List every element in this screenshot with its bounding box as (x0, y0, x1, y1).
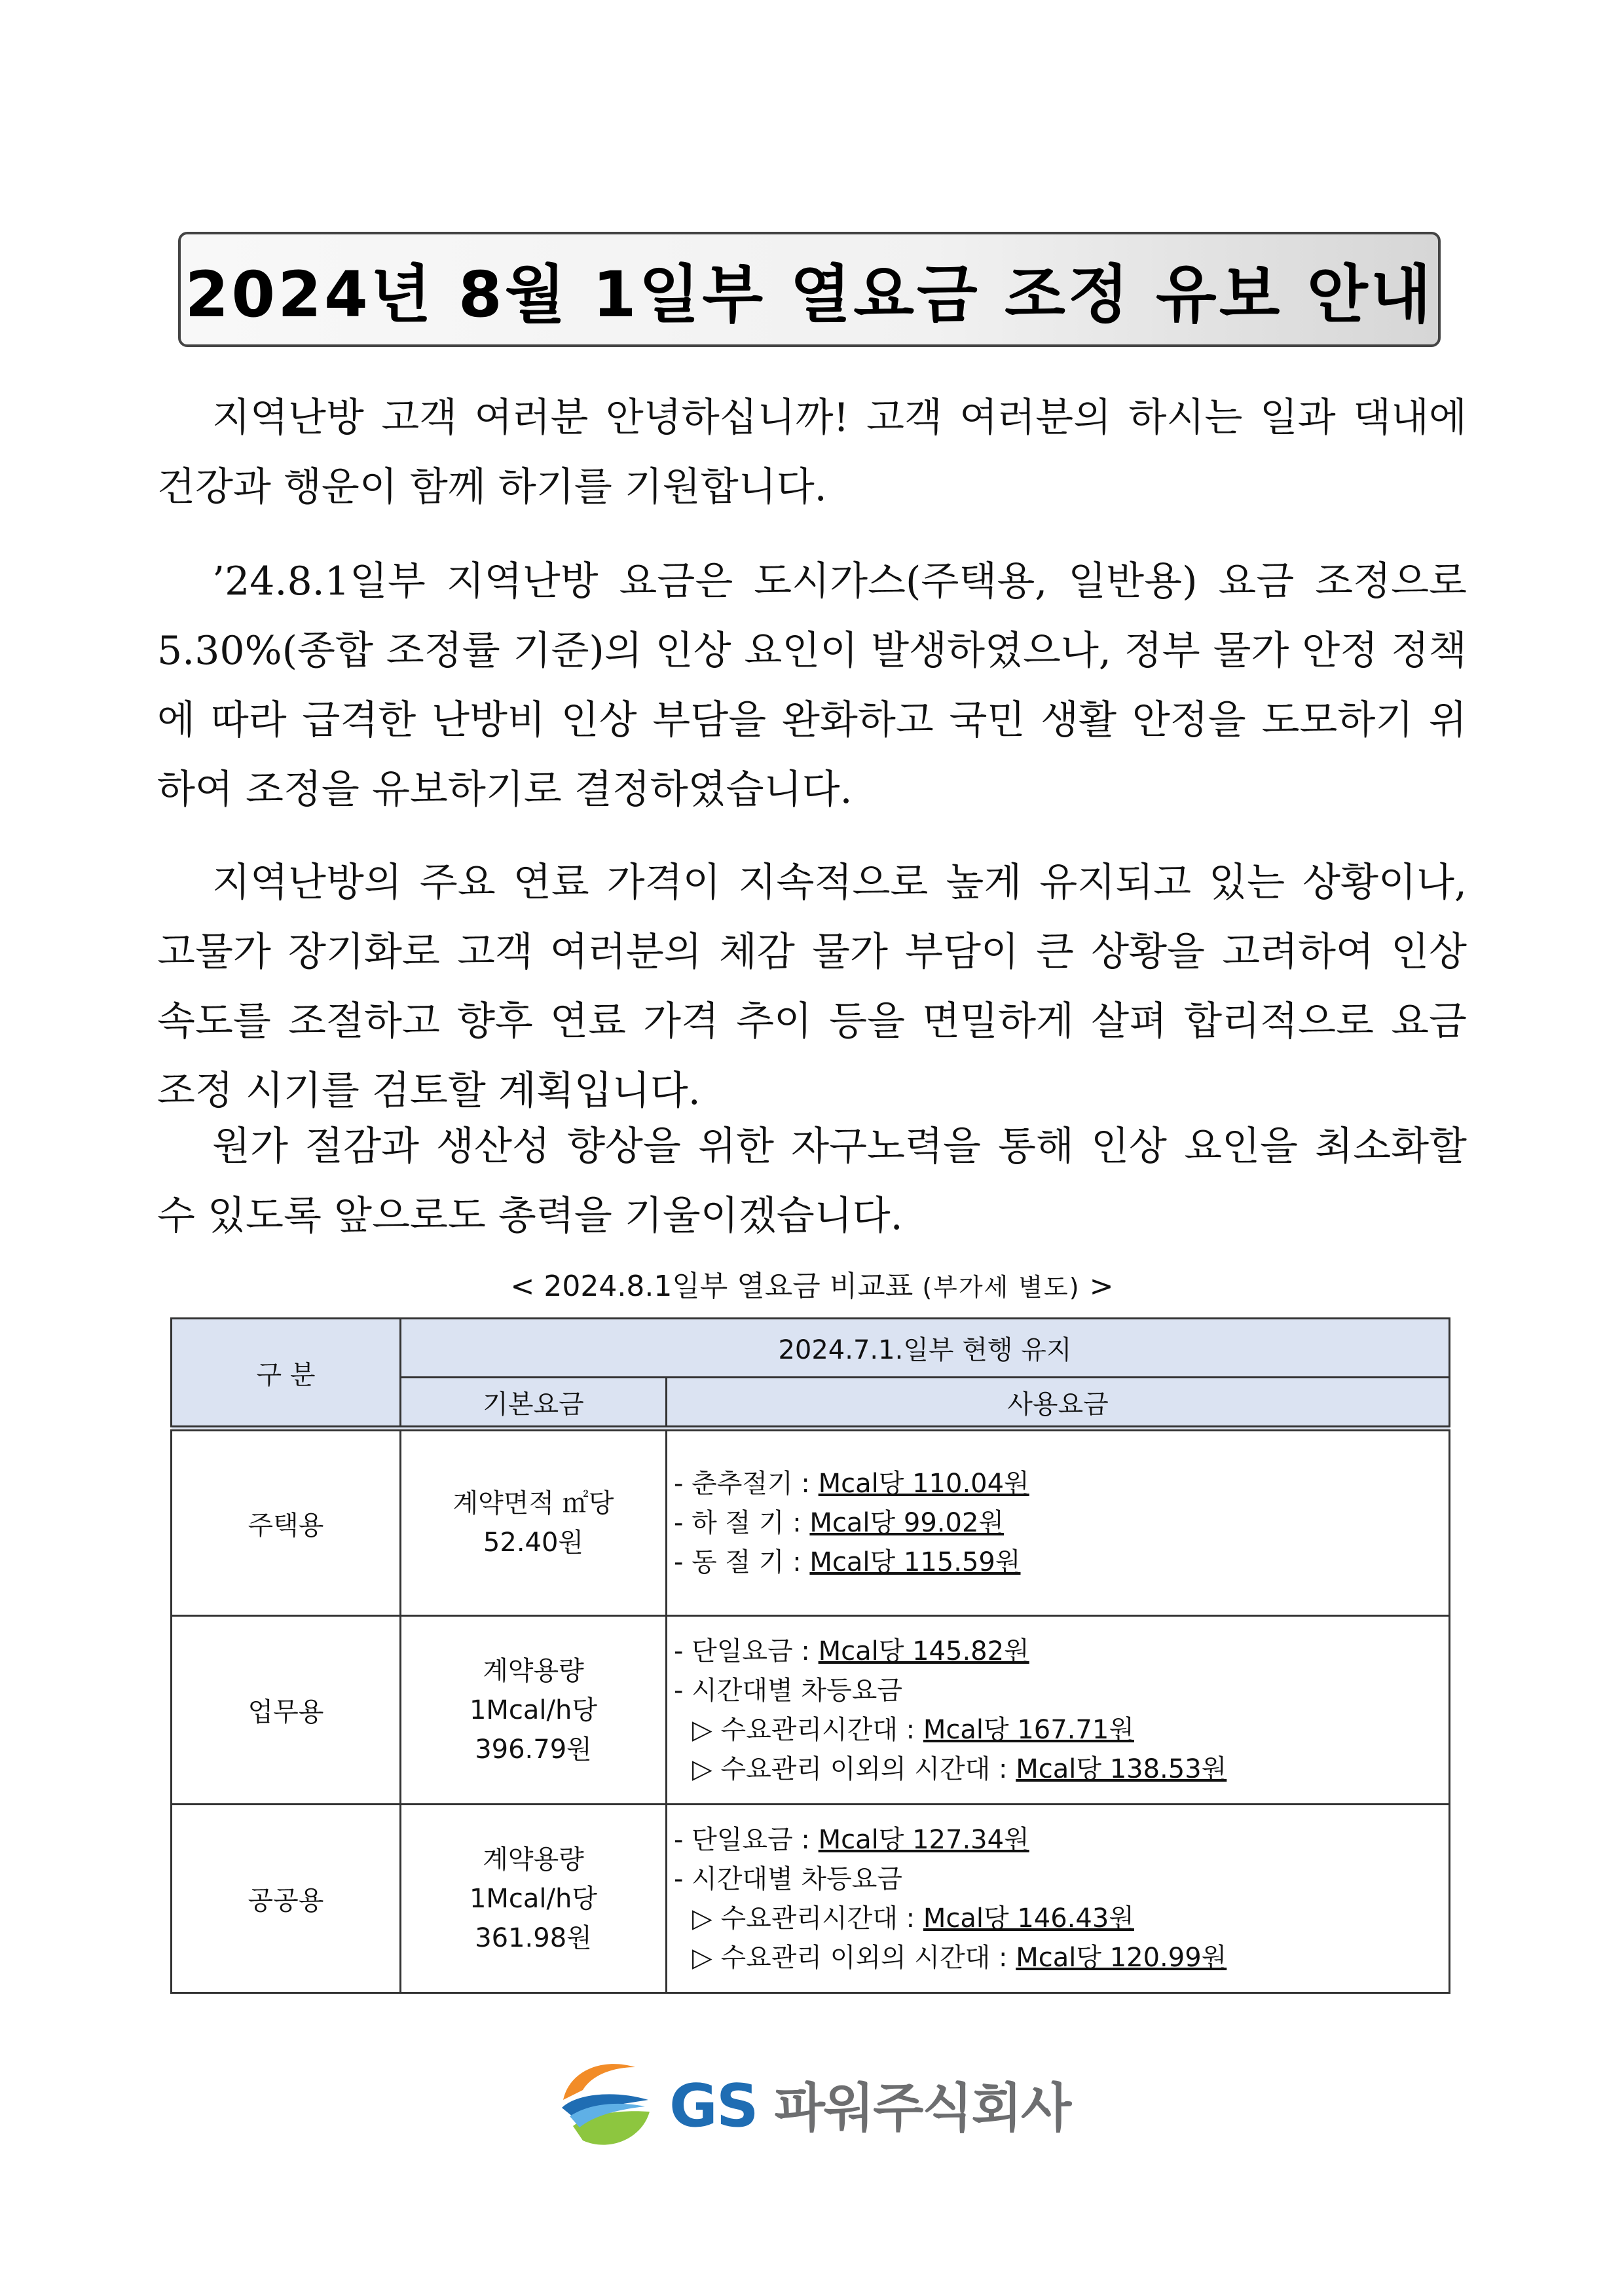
usage-line (674, 1820, 1449, 1860)
usage-line (674, 1750, 1449, 1789)
brand-company: 파워주식회사 (774, 2077, 1071, 2139)
usage-line (674, 1899, 1449, 1938)
row-category: 주택용 (172, 1429, 401, 1616)
page-title: 2024년 8월 1일부 열요금 조정 유보 안내 (185, 257, 1434, 331)
table-row (172, 1429, 1450, 1616)
usage-label: ▷ 수요관리 이외의 시간대 : (692, 1753, 1016, 1784)
table-row (172, 1805, 1450, 1993)
usage-value: Mcal당 145.82원 (818, 1636, 1029, 1666)
base-line: 계약용량 (483, 1655, 584, 1686)
brand-gs: GS (669, 2071, 758, 2140)
greeting-paragraph: 지역난방 고객 여러분 안녕하십니까! 고객 여러분의 하시는 일과 댁내에 건강과 행운이 함께 하기를 기원합니다. (157, 395, 1467, 510)
base-line: 361.98원 (475, 1922, 592, 1953)
company-name (669, 2066, 1070, 2141)
usage-line (674, 1503, 1449, 1543)
usage-line (674, 1710, 1449, 1750)
row-category: 업무용 (172, 1616, 401, 1805)
table-row (172, 1616, 1450, 1805)
usage-value: Mcal당 167.71원 (923, 1714, 1134, 1745)
usage-label: - 단일요금 : (674, 1636, 819, 1666)
row-usage-fee (667, 1805, 1450, 1993)
row-base-fee (401, 1805, 667, 1993)
usage-label: - 춘추절기 : (674, 1469, 819, 1499)
base-line: 계약용량 (483, 1844, 584, 1875)
usage-label: - 단일요금 : (674, 1824, 819, 1855)
usage-value: Mcal당 99.02원 (809, 1508, 1005, 1538)
header-category: 구 분 (172, 1319, 401, 1429)
gs-emblem-icon (557, 2054, 655, 2152)
table-caption (0, 1262, 1624, 1304)
usage-line (674, 1938, 1449, 1977)
table-header-row (172, 1319, 1450, 1378)
usage-value: Mcal당 138.53원 (1016, 1753, 1227, 1784)
row-usage-fee (667, 1616, 1450, 1805)
usage-label: ▷ 수요관리시간대 : (692, 1903, 923, 1934)
usage-value: Mcal당 115.59원 (809, 1547, 1021, 1577)
base-line: 396.79원 (475, 1734, 592, 1765)
usage-line (674, 1543, 1449, 1582)
rate-comparison-table (170, 1317, 1450, 1994)
base-line: 1Mcal/h당 (469, 1883, 598, 1914)
usage-value: Mcal당 110.04원 (818, 1469, 1029, 1499)
postponement-paragraph: ’24.8.1일부 지역난방 요금은 도시가스(주택용, 일반용) 요금 조정으로 5.30%(종합 조정률 기준)의 인상 요인이 발생하였으나, 정부 물가 안정 정책에 따라 급격한 난방비 인상 부담을 완화하고 국민 생활 안정을 도모하기 위하여 조정을 유보하기로 결정하였습니다. (157, 559, 1467, 813)
header-usage-fee: 사용요금 (667, 1378, 1450, 1429)
outlook-paragraph: 지역난방의 주요 연료 가격이 지속적으로 높게 유지되고 있는 상황이나, 고물가 장기화로 고객 여러분의 체감 물가 부담이 큰 상황을 고려하여 인상 속도를 조절하고 향후 연료 가격 추이 등을 면밀하게 살펴 합리적으로 요금 조정 시기를 검토할 계획입니다. (157, 860, 1467, 1114)
header-period: 2024.7.1.일부 현행 유지 (401, 1319, 1450, 1378)
usage-label: ▷ 수요관리 이외의 시간대 : (692, 1942, 1016, 1973)
usage-line: - 시간대별 차등요금 (674, 1864, 902, 1894)
caption-main: < 2024.8.1일부 열요금 비교표 (510, 1270, 913, 1303)
usage-label: - 동 절 기 : (674, 1547, 810, 1577)
usage-label: - 하 절 기 : (674, 1508, 810, 1538)
usage-value: Mcal당 146.43원 (923, 1903, 1134, 1934)
caption-note: (부가세 별도) (922, 1273, 1080, 1302)
title-box (178, 232, 1441, 347)
row-usage-fee (667, 1429, 1450, 1616)
row-category: 공공용 (172, 1805, 401, 1993)
commitment-paragraph: 원가 절감과 생산성 향상을 위한 자구노력을 통해 인상 요인을 최소화할 수 있도록 앞으로도 총력을 기울이겠습니다. (157, 1124, 1467, 1239)
caption-end: > (1089, 1270, 1114, 1303)
base-line: 52.40원 (483, 1528, 584, 1558)
company-logo (557, 2044, 1080, 2162)
usage-label: ▷ 수요관리시간대 : (692, 1714, 923, 1745)
base-line: 1Mcal/h당 (469, 1695, 598, 1725)
header-base-fee: 기본요금 (401, 1378, 667, 1429)
usage-line (674, 1464, 1449, 1503)
row-base-fee (401, 1616, 667, 1805)
row-base-fee (401, 1429, 667, 1616)
usage-value: Mcal당 127.34원 (818, 1824, 1029, 1855)
usage-line (674, 1632, 1449, 1671)
usage-line: - 시간대별 차등요금 (674, 1675, 902, 1706)
usage-value: Mcal당 120.99원 (1016, 1942, 1227, 1973)
base-line: 계약면적 ㎡당 (452, 1488, 614, 1518)
